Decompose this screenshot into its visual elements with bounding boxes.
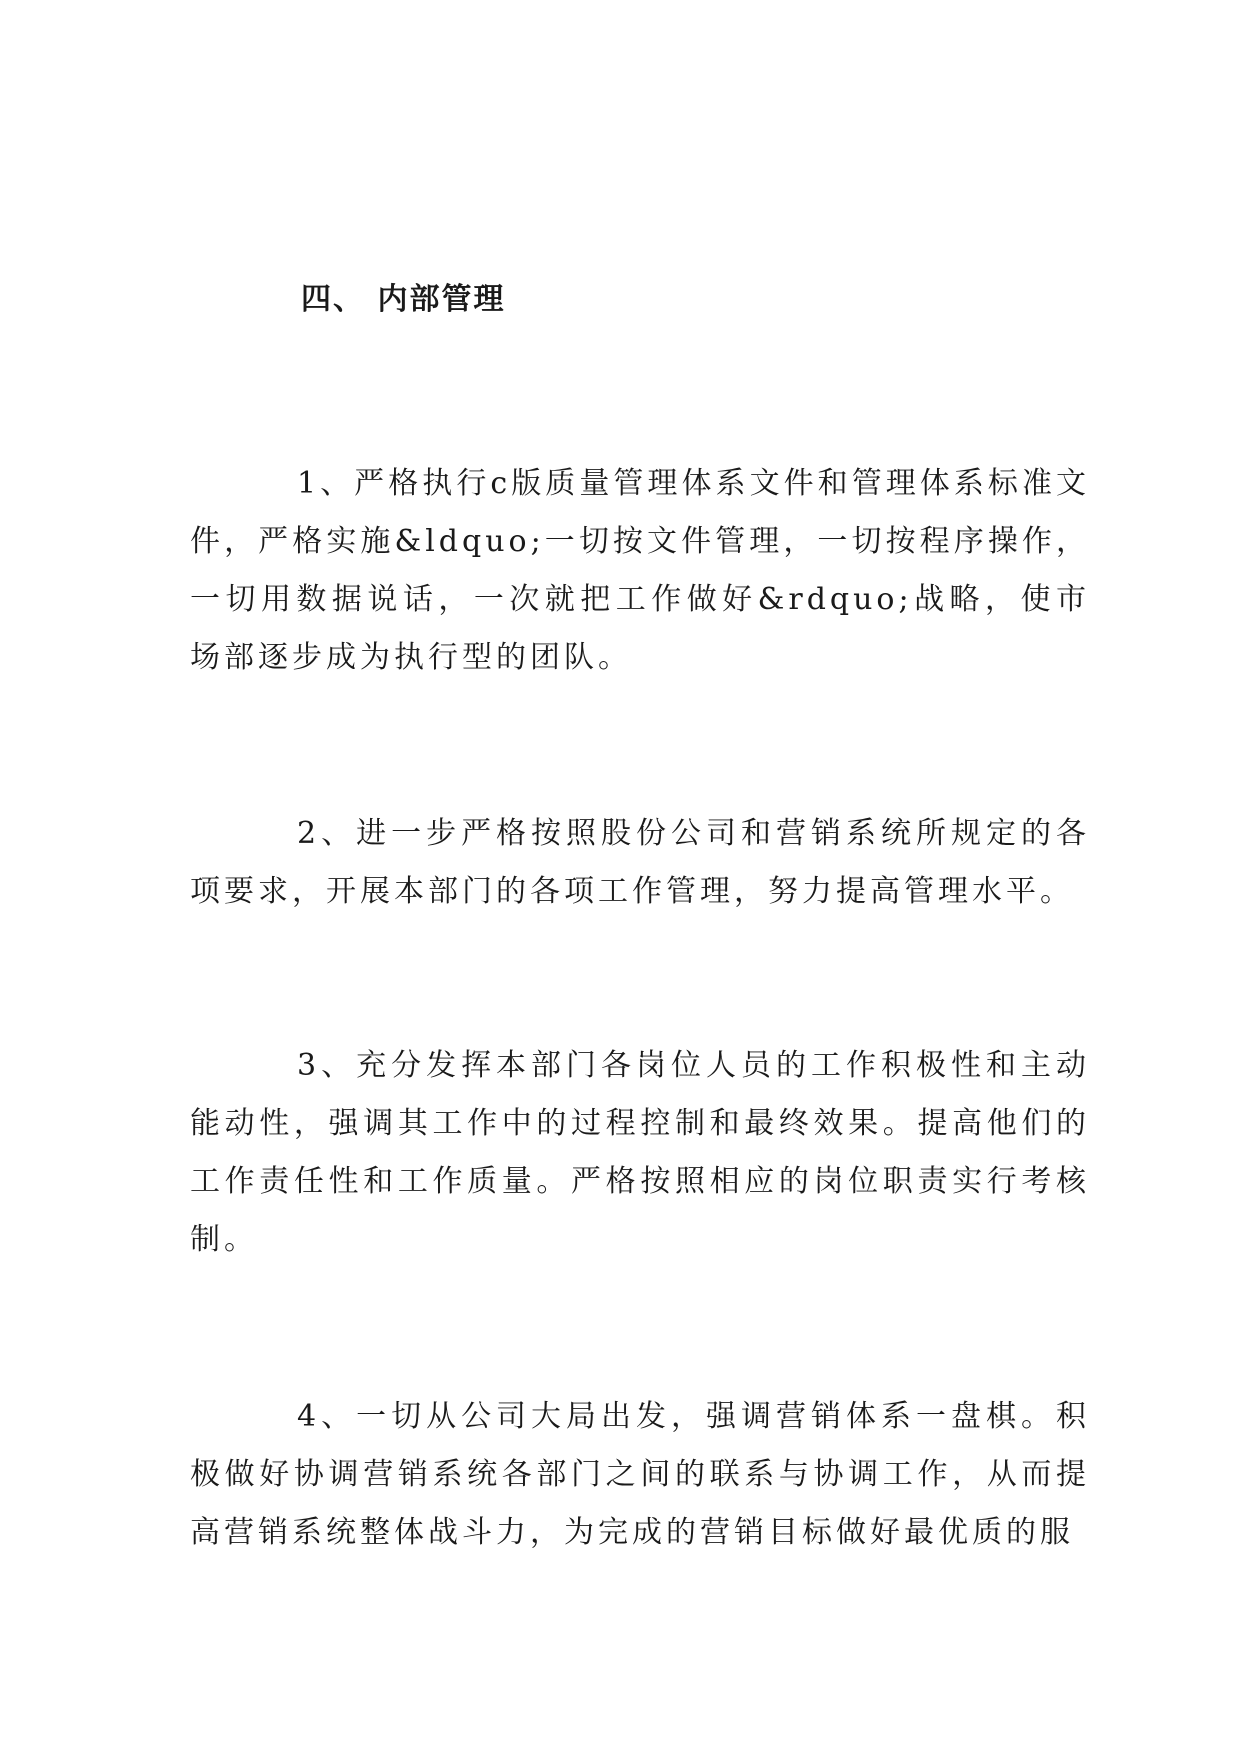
paragraph-3: 3、充分发挥本部门各岗位人员的工作积极性和主动能动性，强调其工作中的过程控制和最终效果。提高他们的工作责任性和工作质量。严格按照相应的岗位职责实行考核制。 xyxy=(190,1048,1090,1257)
paragraph-4: 4、一切从公司大局出发，强调营销体系一盘棋。积极做好协调营销系统各部门之间的联系与协调工作，从而提高营销系统整体战斗力，为完成的营销目标做好最优质的服 xyxy=(190,1399,1090,1550)
paragraph-1: 1、严格执行c版质量管理体系文件和管理体系标准文件，严格实施&ldquo;一切按文件管理，一切按程序操作，一切用数据说话，一次就把工作做好&rdquo;战略，使市场部逐步成为执行型的团队。 xyxy=(190,466,1090,675)
paragraph-2: 2、进一步严格按照股份公司和营销系统所规定的各项要求，开展本部门的各项工作管理，努力提高管理水平。 xyxy=(190,816,1090,909)
section-heading: 四、 内部管理 xyxy=(301,282,506,317)
